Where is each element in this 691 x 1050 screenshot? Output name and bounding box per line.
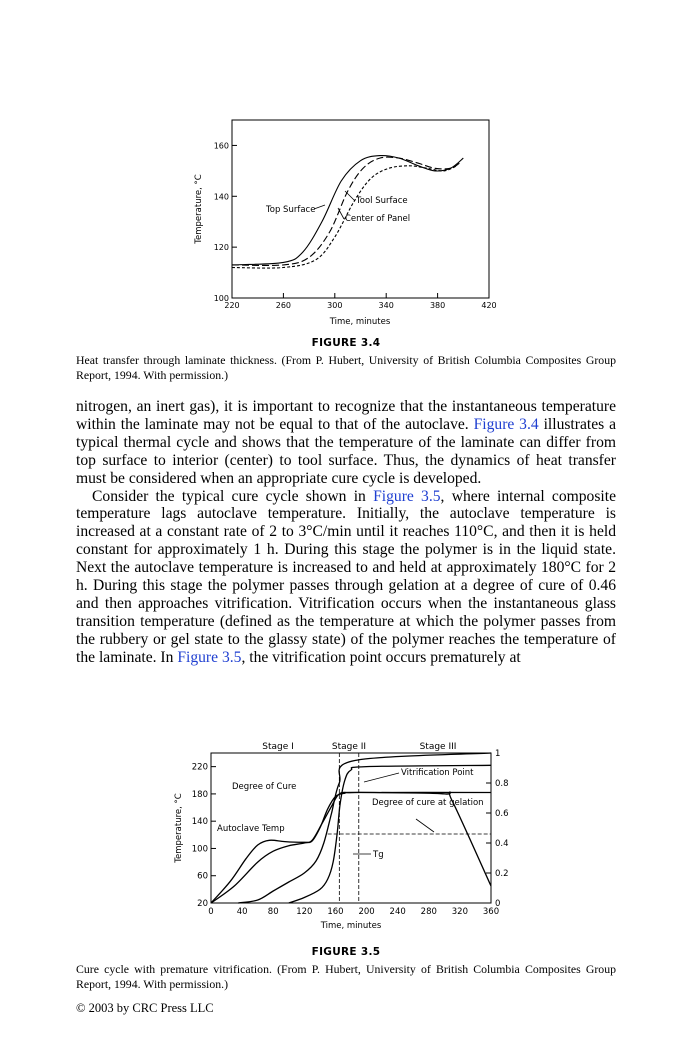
annotation-degree-of-cure: Degree of Cure — [232, 782, 297, 792]
figure-label: FIGURE 3.5 — [311, 946, 381, 958]
annotation-vitrification-point: Vitrification Point — [401, 768, 474, 778]
figure-3-4-chart — [185, 108, 515, 330]
annotation-tg: Tg — [373, 850, 384, 860]
annotation-leader — [364, 773, 399, 782]
figure-label: FIGURE 3.4 — [311, 337, 381, 349]
figure-caption: Cure cycle with premature vitrification. (From P. Hubert, University of British Columbia Composites Group Report, 1994. With permission.) — [76, 962, 616, 991]
paragraph — [76, 488, 616, 667]
x-tick-label: 300 — [327, 301, 343, 310]
annotation-autoclave-temp: Autoclave Temp — [217, 824, 285, 834]
y-tick-label: 140 — [191, 817, 208, 828]
series-line-autoclave-temp — [211, 792, 491, 903]
y-tick-label: 180 — [191, 789, 208, 800]
stage-1-label: Stage I — [262, 742, 294, 752]
stage-2-label: Stage II — [331, 742, 367, 752]
x-tick-label: 380 — [429, 301, 446, 310]
y-tick-label: 20 — [197, 899, 208, 909]
body-text — [76, 398, 616, 667]
x-tick-label: 0 — [208, 907, 214, 917]
figure-3-5-link[interactable]: Figure 3.5 — [177, 648, 242, 666]
y2-tick-label: 0 — [495, 899, 501, 909]
figure-3-5-link[interactable]: Figure 3.5 — [373, 487, 441, 505]
text-run: , the vitrification point occurs prematurely at — [241, 648, 521, 666]
copyright-notice: © 2003 by CRC Press LLC — [76, 1001, 214, 1015]
annotation-leader — [416, 819, 434, 832]
x-tick-label: 420 — [481, 301, 497, 310]
paragraph — [76, 398, 616, 488]
x-tick-label: 280 — [420, 907, 437, 917]
x-tick-label: 260 — [275, 301, 292, 310]
annotation-gelation: Degree of cure at gelation — [372, 798, 484, 808]
text-run: nitrogen, an inert gas), it is important to recognize that the instantaneous temperature within the laminate may not be equal to that of the autoclave. — [76, 398, 616, 433]
text-run: illustrates a typical thermal cycle and shows that the temperature of the laminate can differ from top surface to interior (center) to tool surface. Thus, the dynamics of heat transfer must be considered when an appropriate cure cycle is developed. — [76, 415, 616, 487]
x-tick-label: 40 — [236, 907, 248, 917]
figure-3-5-chart — [168, 733, 528, 933]
figure-3-4-caption-block — [76, 337, 616, 382]
y-tick-label: 120 — [213, 243, 229, 253]
figure-3-5-caption-block — [76, 946, 616, 991]
text-run: Consider the typical cure cycle shown in — [92, 487, 374, 505]
figure-3-4-link[interactable]: Figure 3.4 — [473, 415, 539, 433]
annotation-leader — [338, 208, 344, 219]
annotation-leader — [314, 205, 325, 209]
y2-tick-label: 0.8 — [495, 779, 509, 789]
stage-3-label: Stage III — [419, 742, 457, 752]
x-axis-label: Time, minutes — [329, 317, 391, 327]
x-tick-label: 320 — [451, 907, 469, 917]
y-tick-label: 100 — [213, 294, 229, 303]
x-tick-label: 220 — [224, 301, 240, 310]
y-axis-label: Temperature, °C — [194, 174, 204, 244]
y-tick-label: 220 — [191, 762, 208, 773]
figure-caption: Heat transfer through laminate thickness. (From P. Hubert, University of British Columbia Composites Group Report, 1994. With permission.) — [76, 353, 616, 382]
y2-tick-label: 0.6 — [495, 809, 509, 819]
y-tick-label: 60 — [197, 871, 208, 882]
x-tick-label: 240 — [389, 907, 406, 917]
y-tick-label: 140 — [213, 192, 229, 202]
text-run: , where internal composite temperature lags autoclave temperature. Initially, the autoclave temperature is increased at a constant rate of 2 to 3°C/min until it reaches 110°C, and then it is held constant for approximately 1 h. During this stage the polymer is in the liquid state. Next the autoclave temperature is increased to and held at approximately 180°C for 2 h. During this stage the polymer passes through gelation at a degree of cure of 0.46 and then approaches vitrification. Vitrification occurs when the instantaneous glass transition temperature (defined as the temperature at which the polymer passes from the rubbery or gel state to the glassy state) of the polymer reaches the temperature of the laminate. In — [76, 487, 616, 666]
x-tick-label: 80 — [267, 907, 279, 917]
annotation-top-surface: Top Surface — [266, 205, 316, 215]
y-tick-label: 160 — [213, 141, 229, 151]
x-axis-label: Time, minutes — [320, 921, 382, 931]
x-tick-label: 200 — [358, 907, 375, 917]
annotation-leader — [345, 191, 355, 201]
y-axis-label: Temperature, °C — [174, 793, 184, 863]
y2-tick-label: 0.4 — [495, 839, 509, 849]
y-tick-label: 100 — [191, 844, 208, 855]
x-tick-label: 340 — [378, 301, 394, 310]
x-tick-label: 160 — [327, 907, 344, 917]
annotation-tool-surface: Tool Surface — [356, 196, 408, 206]
y2-tick-label: 0.2 — [495, 869, 509, 879]
y2-tick-label: 1 — [495, 749, 501, 759]
x-tick-label: 120 — [296, 907, 313, 917]
x-tick-label: 360 — [482, 907, 500, 917]
series-line-temperature — [211, 792, 491, 903]
annotation-center-of-panel: Center of Panel — [345, 214, 411, 224]
